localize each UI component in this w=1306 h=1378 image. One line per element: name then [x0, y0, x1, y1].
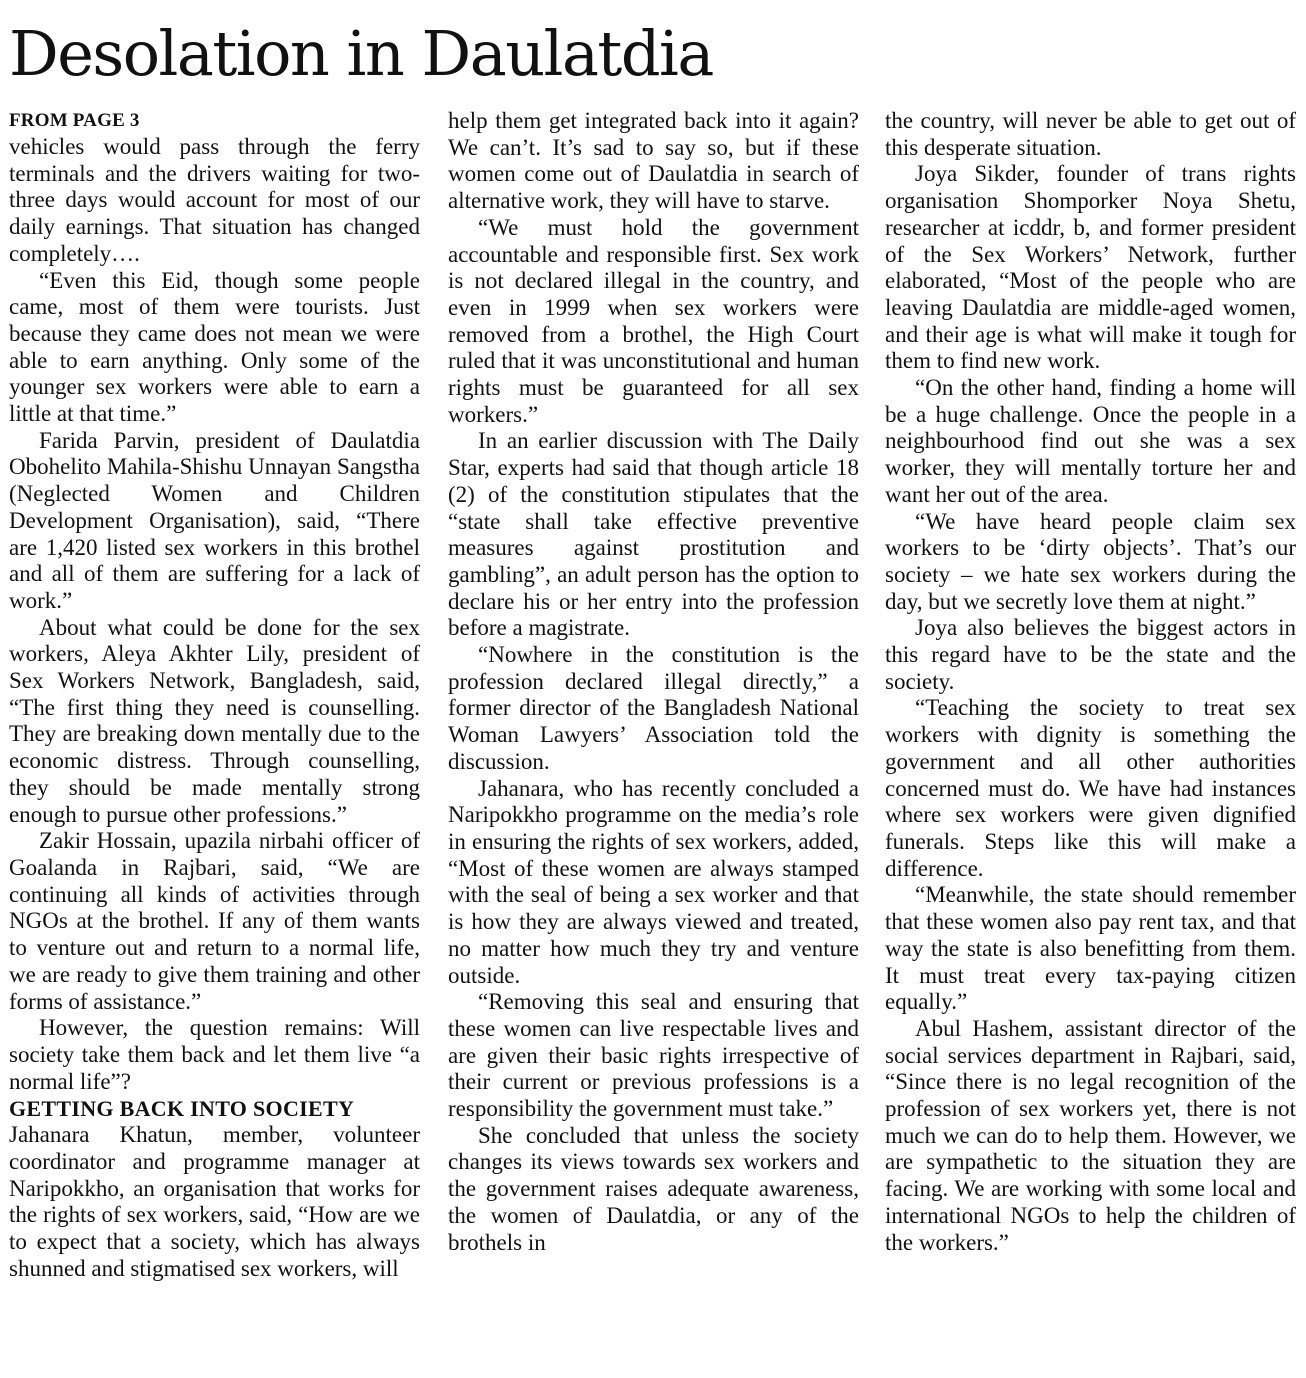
paragraph: Zakir Hossain, upazila nirbahi officer of Goalanda in Rajbari, said, “We are continuing all kinds of activities through NGOs at the brothel. If any of them wants to venture out and return to a normal life, we are ready to give them training and other forms of assistance.”	[9, 828, 420, 1014]
paragraph: About what could be done for the sex workers, Aleya Akhter Lily, president of Sex Workers Network, Bangladesh, said, “The first thing they need is counselling. They are breaking down mentally due to the economic distress. Through counselling, they should be made mentally strong enough to pursue other professions.”	[9, 614, 420, 827]
paragraph: “Meanwhile, the state should remember that these women also pay rent tax, and that way the state is also benefitting from them. It must treat every tax-paying citizen equally.”	[885, 882, 1296, 1015]
paragraph: “Teaching the society to treat sex workers with dignity is something the government and all other authorities concerned must do. We have had instances where sex workers were given dignified funerals. Steps like this will make a difference.	[885, 695, 1296, 881]
paragraph: the country, will never be able to get out of this desperate situation.	[885, 108, 1296, 160]
article-column-2	[448, 108, 859, 1370]
paragraph: “On the other hand, finding a home will be a huge challenge. Once the people in a neighbourhood find out she was a sex worker, they will mentally torture her and want her out of the area.	[885, 375, 1296, 507]
paragraph: “We have heard people claim sex workers to be ‘dirty objects’. That’s our society – we hate sex workers during the day, but we secretly love them at night.”	[885, 508, 1296, 614]
paragraph: Joya also believes the biggest actors in this regard have to be the state and the society.	[885, 615, 1296, 694]
article-column-3	[885, 108, 1296, 1370]
paragraph: “Even this Eid, though some people came, most of them were tourists. Just because they came does not mean we were able to earn anything. Only some of the younger sex workers were able to earn a little at that time.”	[9, 267, 420, 427]
paragraph: “Nowhere in the constitution is the profession declared illegal directly,” a former director of the Bangladesh National Woman Lawyers’ Association told the discussion.	[448, 642, 859, 774]
paragraph: Jahanara, who has recently concluded a Naripokkho programme on the media’s role in ensuring the rights of sex workers, added, “Most of these women are always stamped with the seal of being a sex worker and that is how they are always viewed and treated, no matter how much they try and venture outside.	[448, 775, 859, 988]
paragraph: She concluded that unless the society changes its views towards sex workers and the government raises adequate awareness, the women of Daulatdia, or any of the brothels in	[448, 1122, 859, 1255]
subhead: GETTING BACK INTO SOCIETY	[9, 1096, 355, 1122]
paragraph: In an earlier discussion with The Daily Star, experts had said that though article 18 (2) of the constitution stipulates that the “state shall take effective preventive measures against prostitution and gambling”, an adult person has the option to declare his or her entry into the profession before a magistrate.	[448, 428, 859, 641]
article-column-1	[9, 108, 420, 1370]
paragraph: “We must hold the government accountable and responsible first. Sex work is not declared illegal in the country, and even in 1999 when sex workers were removed from a brothel, the High Court ruled that it was unconstitutional and human rights must be guaranteed for all sex workers.”	[448, 214, 859, 427]
headline: Desolation in Daulatdia	[9, 17, 713, 90]
kicker-from-page: FROM PAGE 3	[9, 110, 140, 131]
paragraph: Farida Parvin, president of Daulatdia Obohelito Mahila-Shishu Unnayan Sangstha (Neglected Women and Children Development Organisation), said, “There are 1,420 listed sex workers in this brothel and all of them are suffering for a lack of work.”	[9, 427, 420, 613]
paragraph: Jahanara Khatun, member, volunteer coordinator and programme manager at Naripokkho, an organisation that works for the rights of sex workers, said, “How are we to expect that a society, which has always shunned and stigmatised sex workers, will	[9, 1122, 420, 1281]
paragraph: “Removing this seal and ensuring that these women can live respectable lives and are given their basic rights irrespective of their current or previous professions is a responsibility the government must take.”	[448, 989, 859, 1122]
paragraph: However, the question remains: Will society take them back and let them live “a normal life”?	[9, 1015, 420, 1094]
paragraph: Joya Sikder, founder of trans rights organisation Shomporker Noya Shetu, researcher at icddr, b, and former president of the Sex Workers’ Network, further elaborated, “Most of the people who are leaving Daulatdia are middle-aged women, and their age is what will make it tough for them to find new work.	[885, 161, 1296, 374]
paragraph: Abul Hashem, assistant director of the social services department in Rajbari, said, “Since there is no legal recognition of the profession of sex workers yet, there is not much we can do to help them. However, we are sympathetic to the situation they are facing. We are working with some local and international NGOs to help the children of the workers.”	[885, 1015, 1296, 1255]
paragraph: vehicles would pass through the ferry terminals and the drivers waiting for two-three days would account for most of our daily earnings. That situation has changed completely….	[9, 134, 420, 266]
paragraph: help them get integrated back into it again? We can’t. It’s sad to say so, but if these women come out of Daulatdia in search of alternative work, they will have to starve.	[448, 108, 859, 214]
